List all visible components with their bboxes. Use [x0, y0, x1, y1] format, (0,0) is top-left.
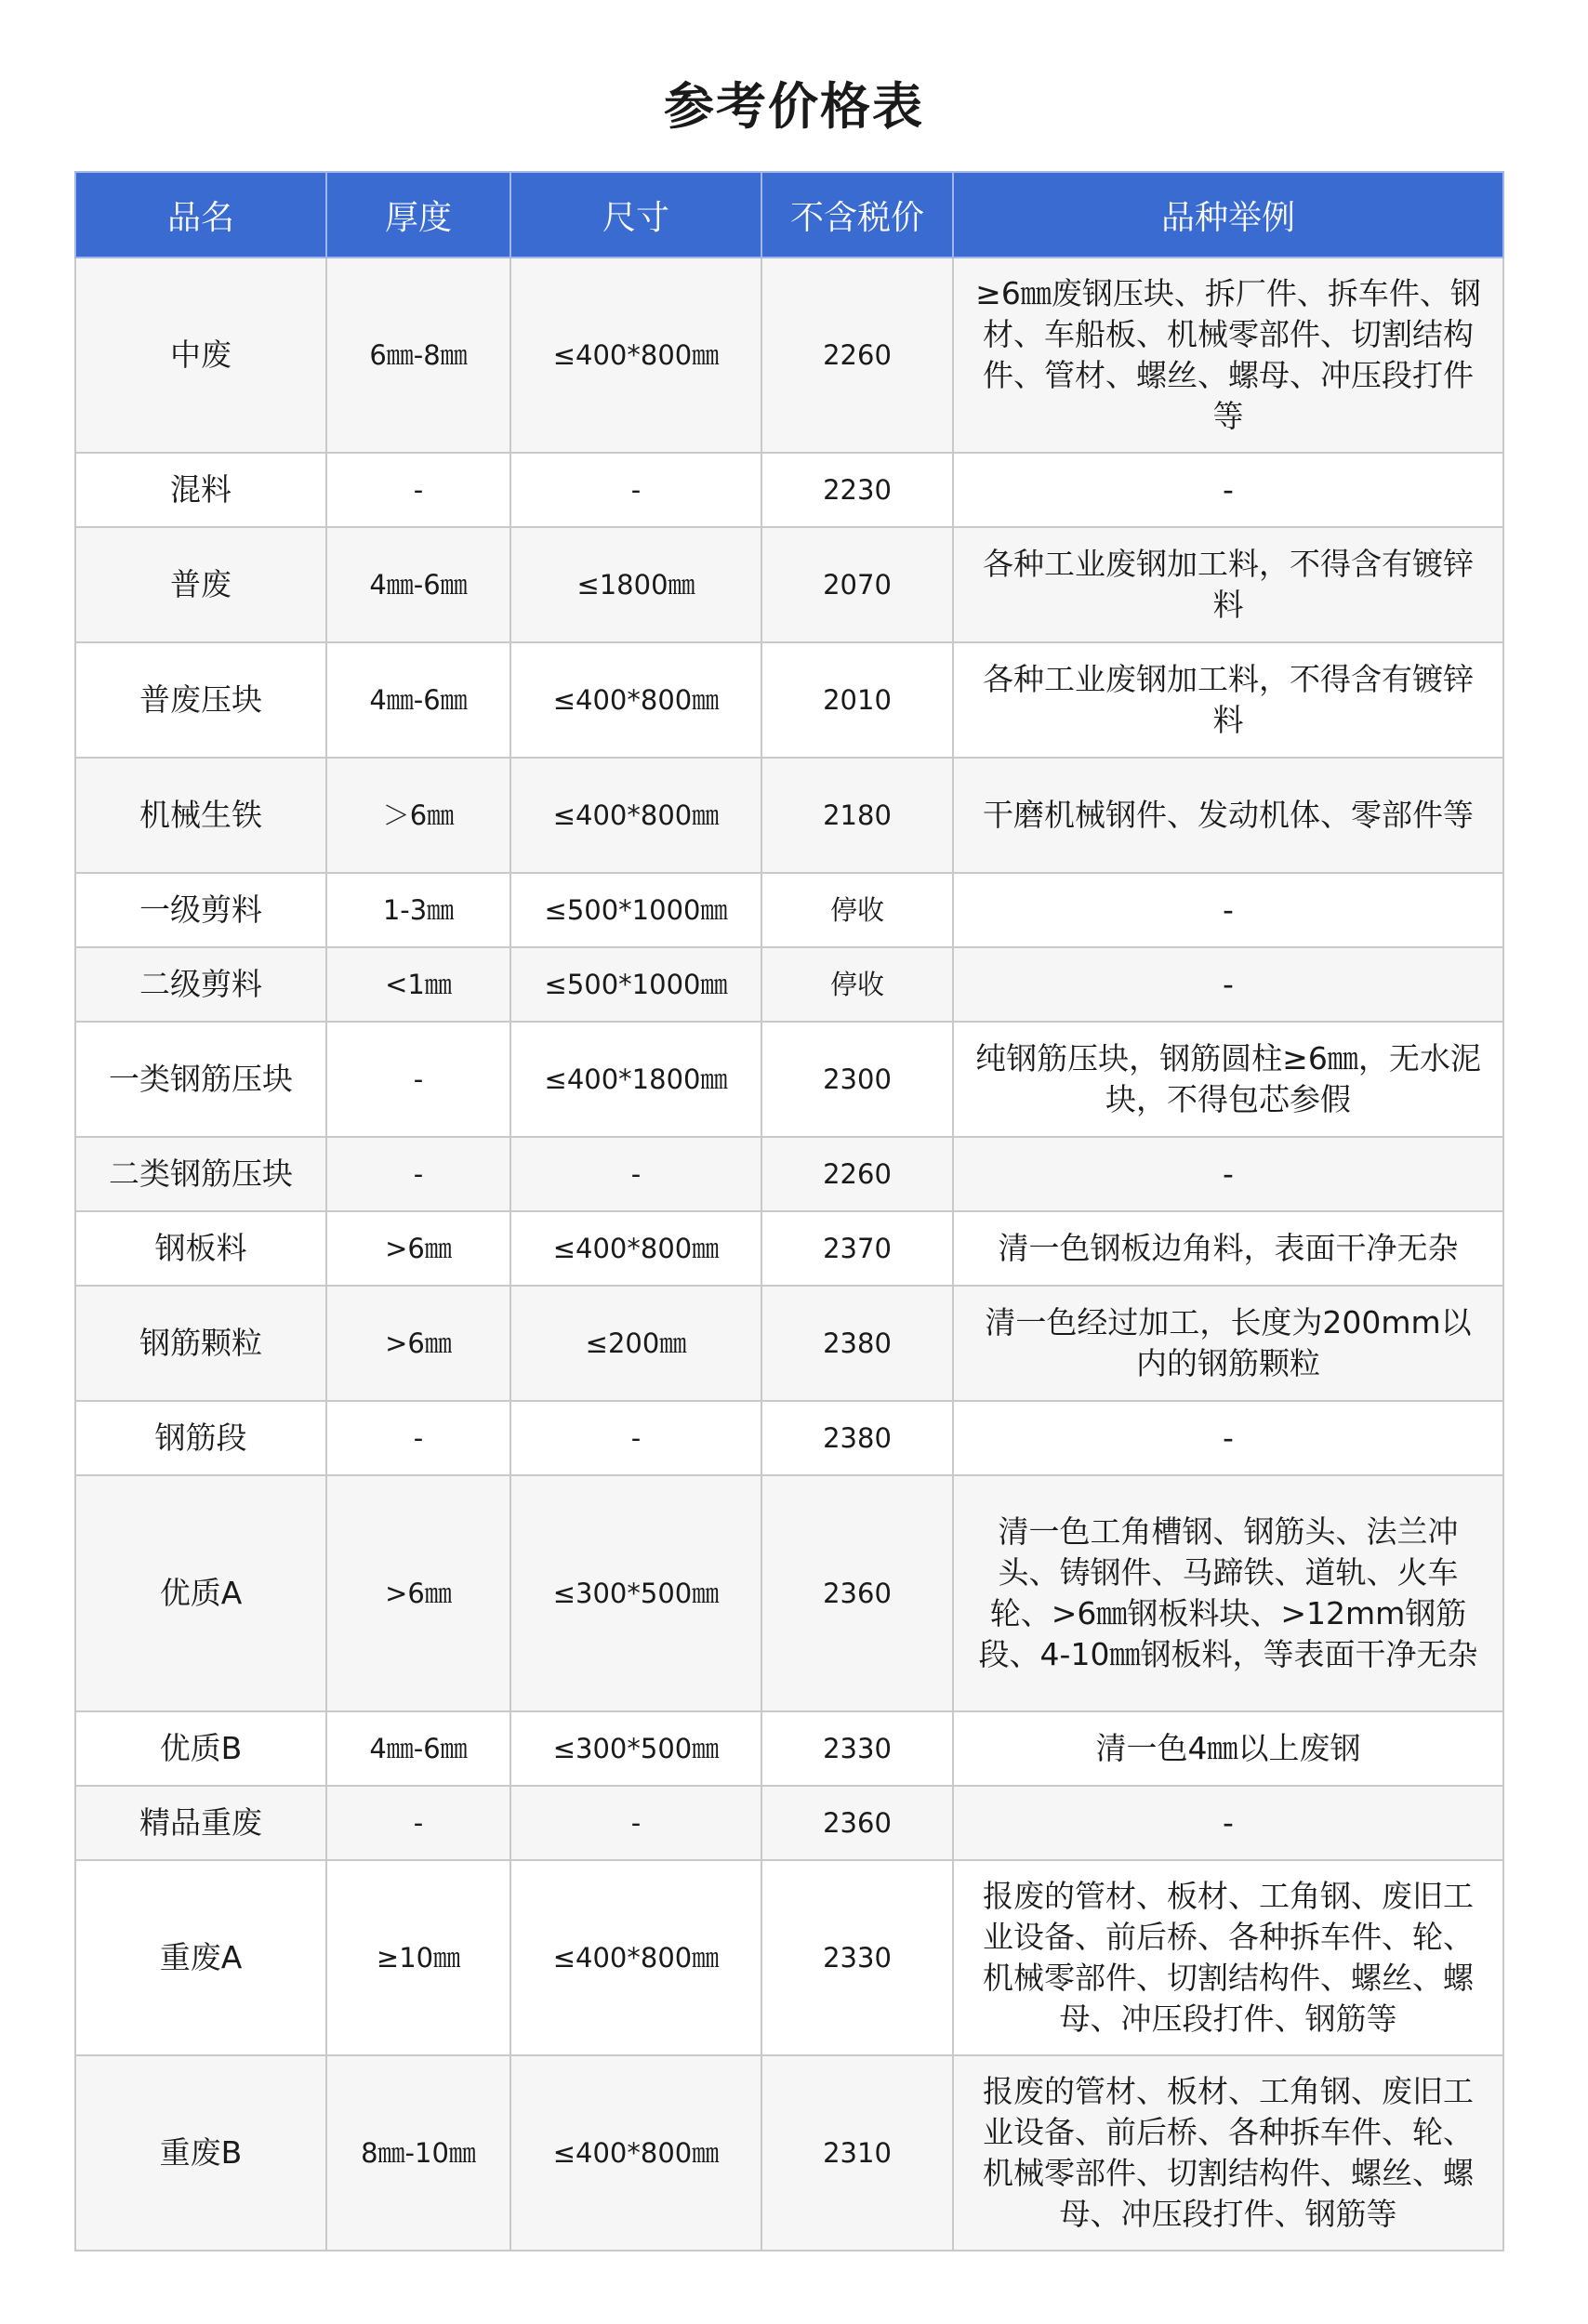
cell-thickness: ≥10㎜ [326, 1860, 510, 2055]
cell-thickness: - [326, 1401, 510, 1475]
cell-name: 优质A [75, 1475, 326, 1711]
cell-size: - [510, 1401, 761, 1475]
cell-price: 2310 [761, 2055, 953, 2251]
cell-price: 2300 [761, 1022, 953, 1137]
cell-thickness: 1-3㎜ [326, 873, 510, 947]
cell-name: 混料 [75, 453, 326, 527]
cell-examples: - [953, 1401, 1503, 1475]
header-size: 尺寸 [510, 172, 761, 257]
cell-thickness: >6㎜ [326, 1475, 510, 1711]
cell-price: 2180 [761, 758, 953, 873]
cell-price: 2260 [761, 1137, 953, 1211]
cell-size: ≤300*500㎜ [510, 1711, 761, 1786]
cell-price: 2380 [761, 1286, 953, 1401]
cell-price: 2070 [761, 527, 953, 642]
cell-name: 机械生铁 [75, 758, 326, 873]
cell-size: ≤400*800㎜ [510, 1860, 761, 2055]
cell-thickness: >6㎜ [326, 1211, 510, 1286]
header-name: 品名 [75, 172, 326, 257]
table-row [75, 1711, 1503, 1786]
cell-price: 停收 [761, 947, 953, 1022]
cell-thickness: 4㎜-6㎜ [326, 642, 510, 758]
table-body [75, 257, 1503, 2251]
cell-size: ≤1800㎜ [510, 527, 761, 642]
cell-name: 二类钢筋压块 [75, 1137, 326, 1211]
table-row [75, 1786, 1503, 1860]
table-row [75, 1286, 1503, 1401]
cell-size: ≤200㎜ [510, 1286, 761, 1401]
cell-name: 普废 [75, 527, 326, 642]
table-row [75, 1475, 1503, 1711]
table-row [75, 2055, 1503, 2251]
cell-size: ≤500*1000㎜ [510, 947, 761, 1022]
cell-examples: 清一色钢板边角料，表面干净无杂 [953, 1211, 1503, 1286]
cell-thickness: 4㎜-6㎜ [326, 527, 510, 642]
cell-price: 2330 [761, 1711, 953, 1786]
cell-thickness: - [326, 1786, 510, 1860]
cell-examples: 纯钢筋压块，钢筋圆柱≥6㎜，无水泥块，不得包芯参假 [953, 1022, 1503, 1137]
cell-price: 2360 [761, 1475, 953, 1711]
cell-examples: - [953, 947, 1503, 1022]
cell-examples: 干磨机械钢件、发动机体、零部件等 [953, 758, 1503, 873]
table-row [75, 1137, 1503, 1211]
table-row [75, 1401, 1503, 1475]
cell-name: 钢筋颗粒 [75, 1286, 326, 1401]
cell-price: 2360 [761, 1786, 953, 1860]
table-row [75, 1211, 1503, 1286]
table-row [75, 873, 1503, 947]
cell-price: 2370 [761, 1211, 953, 1286]
cell-size: ≤400*800㎜ [510, 1211, 761, 1286]
cell-thickness: - [326, 453, 510, 527]
header-thickness: 厚度 [326, 172, 510, 257]
cell-name: 中废 [75, 257, 326, 453]
cell-thickness: <1㎜ [326, 947, 510, 1022]
cell-thickness: - [326, 1137, 510, 1211]
cell-size: ≤400*1800㎜ [510, 1022, 761, 1137]
cell-name: 钢筋段 [75, 1401, 326, 1475]
cell-name: 精品重废 [75, 1786, 326, 1860]
cell-name: 一类钢筋压块 [75, 1022, 326, 1137]
cell-price: 停收 [761, 873, 953, 947]
cell-size: ≤400*800㎜ [510, 2055, 761, 2251]
cell-examples: - [953, 873, 1503, 947]
cell-size: - [510, 453, 761, 527]
cell-price: 2230 [761, 453, 953, 527]
table-row [75, 453, 1503, 527]
cell-size: - [510, 1137, 761, 1211]
cell-name: 钢板料 [75, 1211, 326, 1286]
cell-size: ≤400*800㎜ [510, 642, 761, 758]
table-row [75, 947, 1503, 1022]
cell-thickness: ＞6㎜ [326, 758, 510, 873]
cell-thickness: >6㎜ [326, 1286, 510, 1401]
cell-thickness: 4㎜-6㎜ [326, 1711, 510, 1786]
cell-examples: 报废的管材、板材、工角钢、废旧工业设备、前后桥、各种拆车件、轮、机械零部件、切割结构件、螺丝、螺母、冲压段打件、钢筋等 [953, 2055, 1503, 2251]
cell-examples: - [953, 1137, 1503, 1211]
cell-price: 2010 [761, 642, 953, 758]
cell-price: 2260 [761, 257, 953, 453]
cell-name: 重废B [75, 2055, 326, 2251]
cell-name: 普废压块 [75, 642, 326, 758]
cell-name: 优质B [75, 1711, 326, 1786]
cell-name: 二级剪料 [75, 947, 326, 1022]
cell-size: ≤400*800㎜ [510, 257, 761, 453]
cell-examples: 清一色经过加工，长度为200mm以内的钢筋颗粒 [953, 1286, 1503, 1401]
cell-examples: 各种工业废钢加工料，不得含有镀锌料 [953, 642, 1503, 758]
table-header-row [75, 172, 1503, 257]
table-row [75, 527, 1503, 642]
cell-examples: 清一色4㎜以上废钢 [953, 1711, 1503, 1786]
header-examples: 品种举例 [953, 172, 1503, 257]
cell-examples: 清一色工角槽钢、钢筋头、法兰冲头、铸钢件、马蹄铁、道轨、火车轮、>6㎜钢板料块、>12mm钢筋段、4-10㎜钢板料，等表面干净无杂 [953, 1475, 1503, 1711]
table-row [75, 1860, 1503, 2055]
cell-thickness: 8㎜-10㎜ [326, 2055, 510, 2251]
cell-size: ≤400*800㎜ [510, 758, 761, 873]
price-table [74, 171, 1504, 2251]
cell-size: - [510, 1786, 761, 1860]
cell-name: 一级剪料 [75, 873, 326, 947]
cell-examples: ≥6㎜废钢压块、拆厂件、拆车件、钢材、车船板、机械零部件、切割结构件、管材、螺丝、螺母、冲压段打件等 [953, 257, 1503, 453]
table-row [75, 642, 1503, 758]
cell-examples: - [953, 453, 1503, 527]
page-title: 参考价格表 [664, 77, 924, 136]
table-row [75, 1022, 1503, 1137]
cell-thickness: - [326, 1022, 510, 1137]
table-row [75, 257, 1503, 453]
cell-price: 2330 [761, 1860, 953, 2055]
cell-size: ≤300*500㎜ [510, 1475, 761, 1711]
cell-examples: - [953, 1786, 1503, 1860]
header-price: 不含税价 [761, 172, 953, 257]
cell-examples: 报废的管材、板材、工角钢、废旧工业设备、前后桥、各种拆车件、轮、机械零部件、切割结构件、螺丝、螺母、冲压段打件、钢筋等 [953, 1860, 1503, 2055]
cell-price: 2380 [761, 1401, 953, 1475]
cell-thickness: 6㎜-8㎜ [326, 257, 510, 453]
table-row [75, 758, 1503, 873]
cell-size: ≤500*1000㎜ [510, 873, 761, 947]
cell-name: 重废A [75, 1860, 326, 2055]
cell-examples: 各种工业废钢加工料，不得含有镀锌料 [953, 527, 1503, 642]
